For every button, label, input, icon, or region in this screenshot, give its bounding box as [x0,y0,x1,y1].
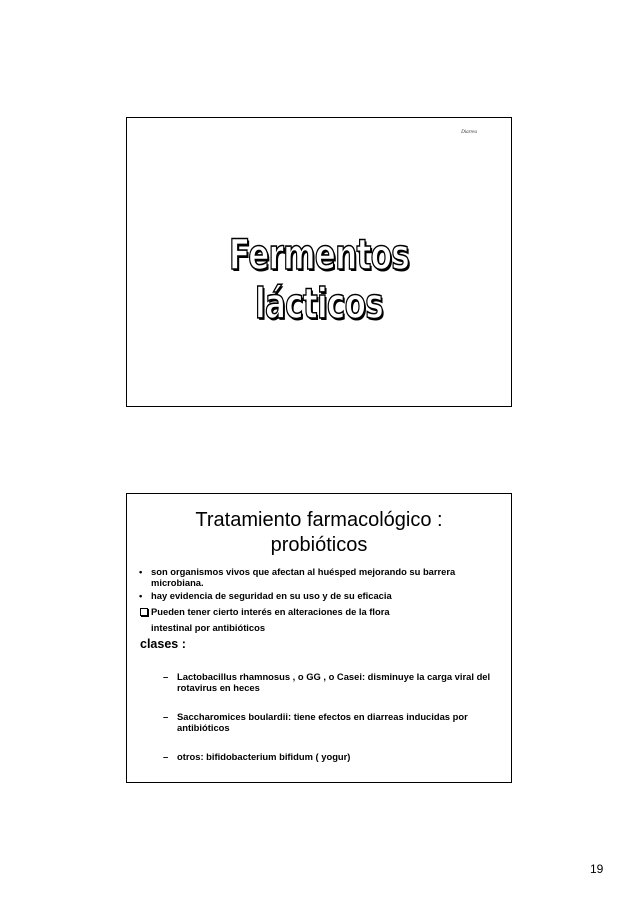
clases-item [163,751,517,762]
bullet-item [139,566,501,588]
slide-2-title [127,508,511,558]
dash-icon: – [163,711,169,722]
checkbox-item [139,606,501,617]
clases-item-text: otros: bifidobacterium bifidum ( yogur) [177,751,351,762]
clases-item-text: Lactobacillus rhamnosus , o GG , o Casei: disminuye la carga viral del rotavirus en heces [177,671,491,693]
clases-heading: clases : [140,637,186,651]
slide-2-title-line-2: probióticos [270,534,368,556]
slide-1 [126,117,512,407]
checkbox-item-text: Pueden tener cierto interés en alteraciones de la flora [151,606,390,617]
page-number: 19 [590,862,604,876]
bullet-icon: • [139,566,143,577]
clases-item-text: Saccharomices boulardii: tiene efectos en diarreas inducidas por antibióticos [177,711,468,733]
slide-1-title: Fermentos lácticos [228,230,410,328]
slide-2-title-line-1: Tratamiento farmacológico : [195,509,443,531]
slide-1-tag: Diarrea [461,130,477,135]
clases-item [163,671,517,693]
checkbox-icon [140,608,148,616]
bullet-item [139,590,501,601]
dash-icon: – [163,751,169,762]
bullet-icon: • [139,590,143,601]
bullet-text: son organismos vivos que afectan al huésped mejorando su barrera microbiana. [151,566,456,588]
checkbox-item-continuation: intestinal por antibióticos [151,622,266,633]
dash-icon: – [163,671,169,682]
clases-item [163,711,517,733]
slide-2 [126,493,512,783]
bullet-text: hay evidencia de seguridad en su uso y de su eficacia [151,590,392,601]
